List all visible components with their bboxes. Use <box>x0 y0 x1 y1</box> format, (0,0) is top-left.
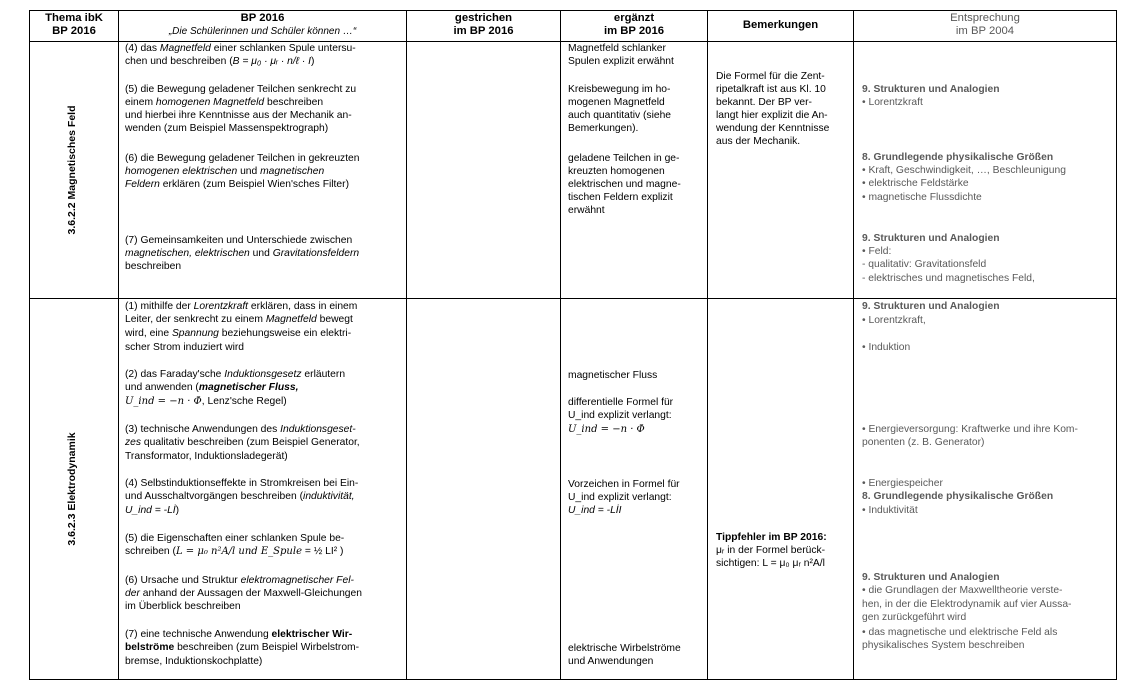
bp-line: (5) die Eigenschaften einer schlanken Spule be- <box>125 533 345 544</box>
header-theme-line2: BP 2016 <box>52 25 96 37</box>
bemerkung-line: bekannt. Der BP ver- <box>716 97 812 108</box>
erganzt-line: Bemerkungen). <box>568 123 639 134</box>
entsprechung-item: • elektrische Feldstärke <box>862 178 969 189</box>
header-erganzt <box>561 12 707 38</box>
col-border-2 <box>406 10 407 680</box>
erganzt-line: auch quantitativ (siehe <box>568 110 672 121</box>
header-erganzt-line2: im BP 2016 <box>603 25 665 37</box>
header-entsprechung-line1: Entsprechung <box>950 12 1020 24</box>
bp-line: schreiben (L = μ₀ n²A/l und E_Spule = ½ LI² ) <box>125 546 344 557</box>
entsprechung-item: ponenten (z. B. Generator) <box>862 437 985 448</box>
entsprechung-item: • Energiespeicher <box>862 478 943 489</box>
header-divider <box>29 41 1116 42</box>
bp-line: scher Strom induziert wird <box>125 342 245 353</box>
erganzt-line: und Anwendungen <box>568 656 654 667</box>
entsprechung-item: gen zurückgeführt wird <box>862 612 967 623</box>
bp-line: chen und beschreiben (B = μ₀ · μᵣ · n/ℓ · I) <box>125 56 315 67</box>
table-border-bottom <box>29 679 1116 680</box>
entsprechung-item: • Lorentzkraft, <box>862 315 926 326</box>
entsprechung-item: • Lorentzkraft <box>862 97 923 108</box>
bp-line: (5) die Bewegung geladener Teilchen senkrecht zu <box>125 84 357 95</box>
header-bp2016 <box>119 12 406 38</box>
entsprechung-heading: 8. Grundlegende physikalische Größen <box>862 152 1054 163</box>
bp-line: belströme beschreiben (zum Beispiel Wirbelstrom- <box>125 642 360 653</box>
bp-line: U_ind = −n · Φ̇, Lenz'sche Regel) <box>125 396 287 407</box>
erganzt-line: U_ind explizit verlangt: <box>568 410 672 421</box>
erganzt-line: U_ind explizit verlangt: <box>568 492 672 503</box>
entsprechung-item: • Energieversorgung: Kraftwerke und ihre Kom- <box>862 424 1078 435</box>
bp-line: (1) mithilfe der Lorentzkraft erklären, dass in einem <box>125 301 358 312</box>
erganzt-line: tischen Feldern explizit <box>568 192 673 203</box>
bp-line: zes qualitativ beschreiben (zum Beispiel Generator, <box>125 437 360 448</box>
bp-line: wenden (zum Beispiel Massenspektrograph) <box>125 123 329 134</box>
row2-theme: 3.6.2.3 Elektrodynamik <box>66 432 78 546</box>
col-border-6 <box>1116 10 1117 680</box>
erganzt-line: elektrischen und magne- <box>568 179 681 190</box>
bemerkung-line: wendung der Kenntnisse <box>716 123 830 134</box>
entsprechung-item: • Induktion <box>862 342 911 353</box>
entsprechung-item: • das magnetische und elektrische Feld als <box>862 627 1058 638</box>
erganzt-line: U_ind = −n · Φ̇ <box>568 424 645 435</box>
bp-line: im Überblick beschreiben <box>125 601 241 612</box>
header-gestrichen-line1: gestrichen <box>454 12 513 24</box>
bemerkung-line: langt hier explizit die An- <box>716 110 828 121</box>
entsprechung-heading: 9. Strukturen und Analogien <box>862 84 1000 95</box>
bemerkung-line: ripetalkraft ist aus Kl. 10 <box>716 84 826 95</box>
erganzt-line: kreuzten homogenen <box>568 166 665 177</box>
bp-line: (6) die Bewegung geladener Teilchen in gekreuzten <box>125 153 360 164</box>
bemerkung-line: Die Formel für die Zent- <box>716 71 825 82</box>
erganzt-line: mogenen Magnetfeld <box>568 97 665 108</box>
entsprechung-heading: 9. Strukturen und Analogien <box>862 572 1000 583</box>
header-theme-line1: Thema ibK <box>45 12 103 24</box>
header-bp2016-title: BP 2016 <box>240 12 285 24</box>
bp-line: Feldern erklären (zum Beispiel Wien'sches Filter) <box>125 179 350 190</box>
entsprechung-item: hen, in der die Elektrodynamik auf vier Aussa- <box>862 599 1072 610</box>
bp-line: wird, eine Spannung beziehungsweise ein elektri- <box>125 328 352 339</box>
entsprechung-item: • magnetische Flussdichte <box>862 192 982 203</box>
erganzt-line: magnetischer Fluss <box>568 370 658 381</box>
bp-line: Leiter, der senkrecht zu einem Magnetfeld bewegt <box>125 314 353 325</box>
bemerkung-line: Tippfehler im BP 2016: <box>716 532 827 543</box>
header-theme <box>30 12 118 38</box>
bemerkung-line: sichtigen: L = μ₀ μᵣ n²A/l <box>716 558 825 569</box>
entsprechung-item: • die Grundlagen der Maxwelltheorie verste- <box>862 585 1063 596</box>
header-bemerkungen-label: Bemerkungen <box>742 19 819 31</box>
bemerkung-line: μᵣ in der Formel berück- <box>716 545 826 556</box>
col-border-1 <box>118 10 119 680</box>
erganzt-line: elektrische Wirbelströme <box>568 643 681 654</box>
header-gestrichen-line2: im BP 2016 <box>453 25 514 37</box>
header-entsprechung-line2: im BP 2004 <box>955 25 1015 37</box>
erganzt-line: erwähnt <box>568 205 605 216</box>
entsprechung-heading: 9. Strukturen und Analogien <box>862 301 1000 312</box>
bp-line: der anhand der Aussagen der Maxwell-Gleichungen <box>125 588 362 599</box>
table-border-top <box>29 10 1116 11</box>
bp-line: magnetischen, elektrischen und Gravitationsfeldern <box>125 248 360 259</box>
bp-line: und Ausschaltvorgängen beschreiben (induktivität, <box>125 491 355 502</box>
erganzt-line: U_ind = -LİI <box>568 505 622 516</box>
col-border-4 <box>707 10 708 680</box>
header-erganzt-line1: ergänzt <box>613 12 655 24</box>
bemerkung-line: aus der Mechanik. <box>716 136 801 147</box>
bp-line: (7) Gemeinsamkeiten und Unterschiede zwischen <box>125 235 353 246</box>
header-entsprechung <box>854 12 1116 38</box>
bp-line: beschreiben <box>125 261 182 272</box>
bp-line: (2) das Faraday'sche Induktionsgesetz erläutern <box>125 369 346 380</box>
bp-line: homogenen elektrischen und magnetischen <box>125 166 325 177</box>
entsprechung-heading: 8. Grundlegende physikalische Größen <box>862 491 1054 502</box>
entsprechung-item: • Kraft, Geschwindigkeit, …, Beschleunigung <box>862 165 1066 176</box>
bp-line: einem homogenen Magnetfeld beschreiben <box>125 97 324 108</box>
bp-line: U_ind = -Lİ) <box>125 505 180 516</box>
erganzt-line: differentielle Formel für <box>568 397 674 408</box>
bp-line: bremse, Induktionskochplatte) <box>125 656 263 667</box>
header-bp2016-subtitle: „Die Schülerinnen und Schüler können …“ <box>168 26 357 37</box>
bp-line: (6) Ursache und Struktur elektromagnetischer Fel- <box>125 575 354 586</box>
header-bemerkungen <box>708 19 853 32</box>
erganzt-line: Kreisbewegung im ho- <box>568 84 671 95</box>
bp-line: und anwenden (magnetischer Fluss, <box>125 382 299 393</box>
bp-line: Transformator, Induktionsladegerät) <box>125 451 288 462</box>
erganzt-line: geladene Teilchen in ge- <box>568 153 680 164</box>
col-border-0 <box>29 10 30 680</box>
header-gestrichen <box>407 12 560 38</box>
entsprechung-item: - elektrisches und magnetisches Feld, <box>862 273 1035 284</box>
col-border-5 <box>853 10 854 680</box>
bp-line: (3) technische Anwendungen des Induktionsgeset- <box>125 424 356 435</box>
row-divider <box>29 298 1116 299</box>
entsprechung-item: - qualitativ: Gravitationsfeld <box>862 259 987 270</box>
bp-line: und hierbei ihre Kenntnisse aus der Mechanik an- <box>125 110 352 121</box>
row1-theme: 3.6.2.2 Magnetisches Feld <box>66 105 78 235</box>
col-border-3 <box>560 10 561 680</box>
erganzt-line: Magnetfeld schlanker <box>568 43 666 54</box>
entsprechung-heading: 9. Strukturen und Analogien <box>862 233 1000 244</box>
bp-line: (4) Selbstinduktionseffekte in Stromkreisen bei Ein- <box>125 478 359 489</box>
entsprechung-item: • Induktivität <box>862 505 918 516</box>
entsprechung-item: physikalisches System beschreiben <box>862 640 1025 651</box>
erganzt-line: Spulen explizit erwähnt <box>568 56 674 67</box>
bp-line: (7) eine technische Anwendung elektrischer Wir- <box>125 629 353 640</box>
erganzt-line: Vorzeichen in Formel für <box>568 479 680 490</box>
entsprechung-item: • Feld: <box>862 246 892 257</box>
bp-line: (4) das Magnetfeld einer schlanken Spule untersu- <box>125 43 356 54</box>
